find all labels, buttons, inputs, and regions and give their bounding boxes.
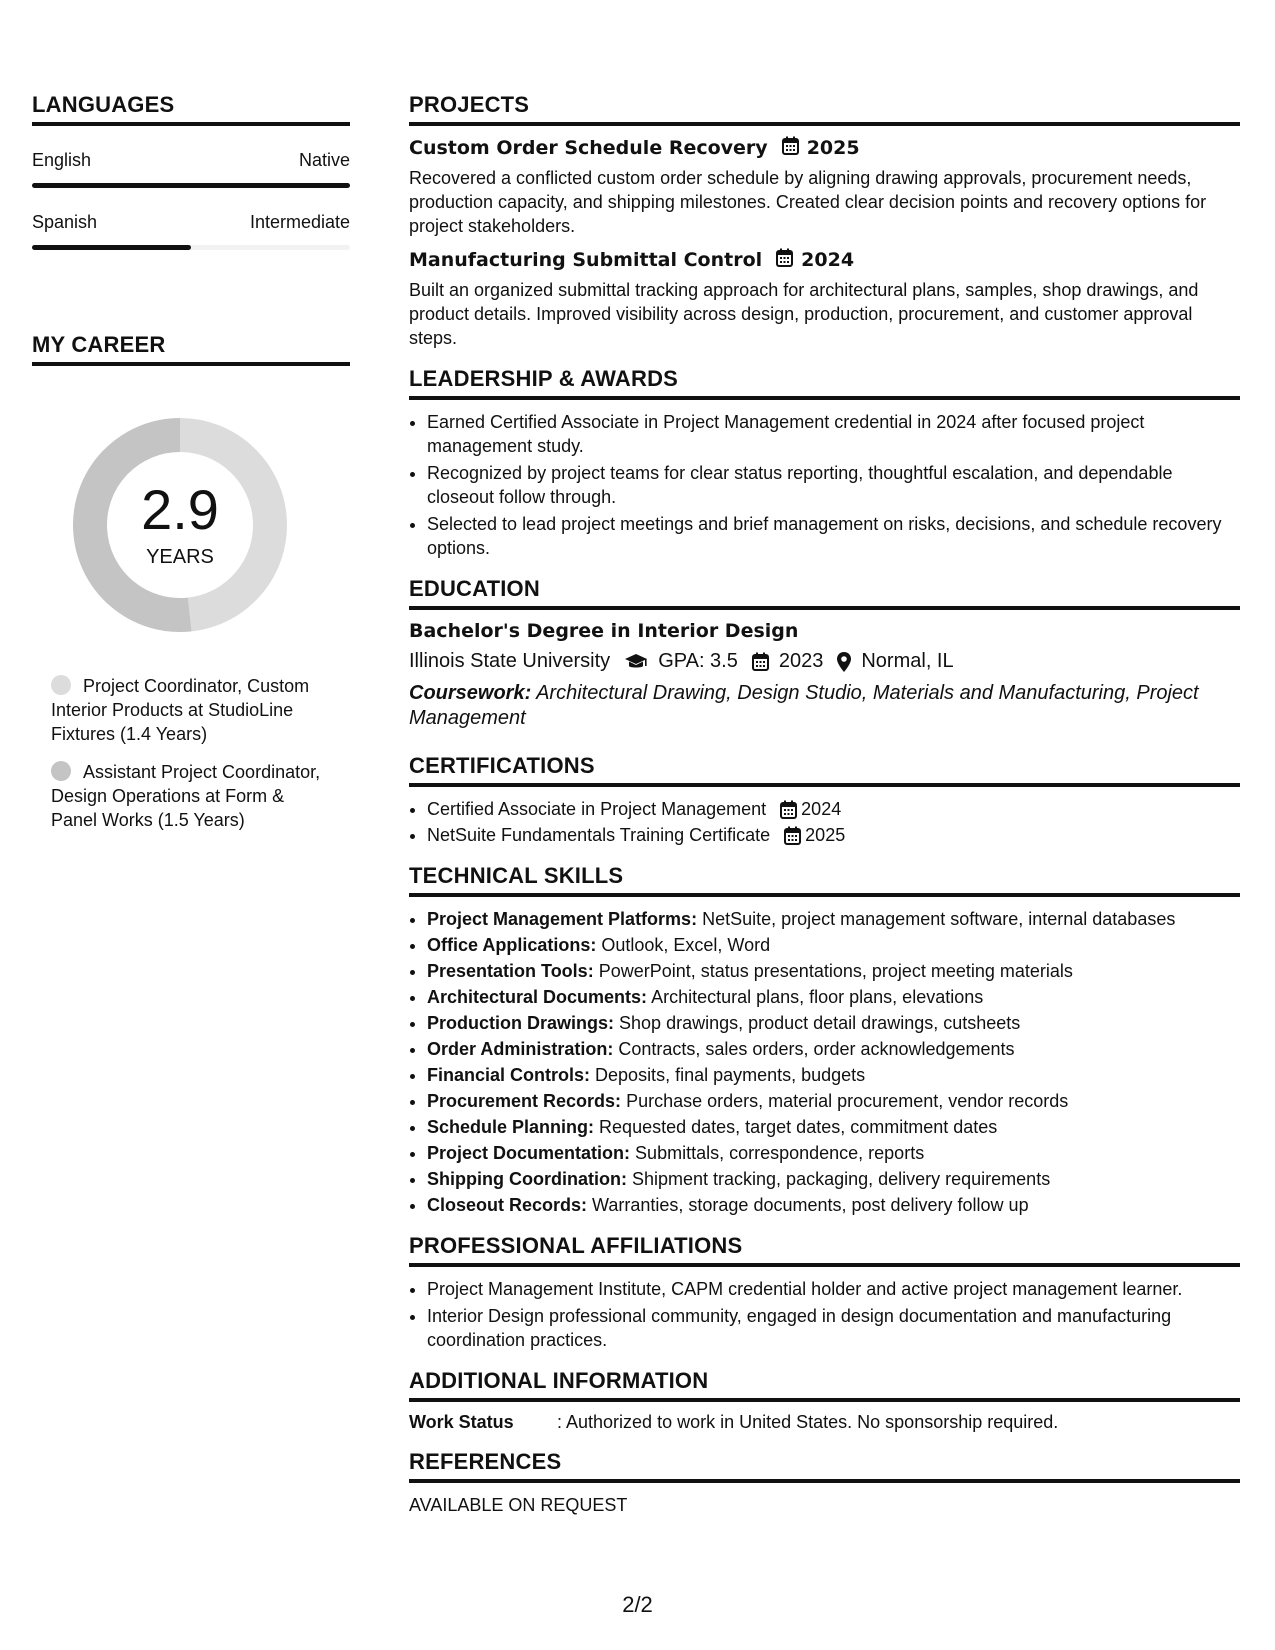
gpa: GPA: 3.5 — [658, 650, 738, 672]
skill-label: Shipping Coordination: — [427, 1169, 627, 1189]
left-column — [32, 92, 350, 846]
career-role-item — [51, 674, 321, 746]
map-pin-icon — [837, 652, 851, 672]
career-total-value: 2.9 — [141, 478, 219, 541]
references-text: AVAILABLE ON REQUEST — [409, 1495, 628, 1515]
references-title: REFERENCES — [409, 1449, 1240, 1483]
projects-title: PROJECTS — [409, 92, 1240, 126]
coursework-label: Coursework: — [409, 682, 532, 704]
career-total-unit: YEARS — [146, 546, 214, 568]
skills-section — [409, 863, 1240, 1217]
education-meta — [409, 650, 1240, 673]
certification-item — [427, 823, 1240, 847]
leadership-item: • Selected to lead project meetings and brief management on risks, decisions, and schedule recovery options. — [427, 512, 1240, 560]
language-row — [32, 212, 350, 233]
certifications-list — [409, 797, 1240, 847]
career-role-text: Project Coordinator, Custom Interior Products at StudioLine Fixtures (1.4 Years) — [51, 676, 310, 744]
leadership-list — [409, 410, 1240, 560]
coursework — [409, 681, 1240, 731]
affiliations-section — [409, 1233, 1240, 1352]
work-status-label: Work Status — [409, 1412, 514, 1432]
skill-item — [427, 985, 1240, 1009]
project-description: Recovered a conflicted custom order schedule by aligning drawing approvals, procurement needs, production capacity, and shipping milestones. Created clear decision points and recovery options for project stakeholders. — [409, 168, 1207, 236]
certification-row — [427, 823, 845, 847]
leadership-item: • Recognized by project teams for clear status reporting, thoughtful escalation, and dependable closeout follow through. — [427, 461, 1240, 509]
skill-item — [427, 1037, 1240, 1061]
calendar-icon — [752, 652, 769, 671]
project-name: Manufacturing Submittal Control — [409, 249, 763, 271]
career-section — [32, 332, 350, 832]
education-title: EDUCATION — [409, 576, 1240, 610]
leadership-title: LEADERSHIP & AWARDS — [409, 366, 1240, 400]
school-name: Illinois State University — [409, 650, 611, 672]
affiliations-list — [409, 1277, 1240, 1352]
degree-name: Bachelor's Degree in Interior Design — [409, 620, 799, 642]
project-title-row — [409, 136, 1240, 160]
skill-value: Submittals, correspondence, reports — [635, 1143, 925, 1163]
certification-row — [427, 797, 841, 821]
skill-item — [427, 1063, 1240, 1087]
certification-name: • Certified Associate in Project Management — [427, 799, 767, 819]
page-number: 2/2 — [622, 1592, 653, 1617]
skill-label: Production Drawings: — [427, 1013, 615, 1033]
skill-item — [427, 1011, 1240, 1035]
career-role-text: Assistant Project Coordinator, Design Operations at Form & Panel Works (1.5 Years) — [51, 762, 321, 830]
skills-title: TECHNICAL SKILLS — [409, 863, 1240, 897]
calendar-icon — [780, 800, 797, 819]
skill-value: Architectural plans, floor plans, elevations — [651, 987, 984, 1007]
skill-value: Outlook, Excel, Word — [601, 935, 771, 955]
project-title-row — [409, 248, 1240, 272]
skill-item — [427, 933, 1240, 957]
skill-label: Closeout Records: — [427, 1195, 588, 1215]
skill-label: Project Documentation: — [427, 1143, 631, 1163]
certification-item — [427, 797, 1240, 821]
skill-item — [427, 1089, 1240, 1113]
skill-value: Shipment tracking, packaging, delivery requirements — [631, 1169, 1051, 1189]
skill-item — [427, 1193, 1240, 1217]
skill-value: Deposits, final payments, budgets — [595, 1065, 866, 1085]
language-row — [32, 150, 350, 171]
career-donut-chart — [65, 410, 295, 640]
skill-value: Contracts, sales orders, order acknowledgements — [618, 1039, 1015, 1059]
skill-value: PowerPoint, status presentations, project meeting materials — [598, 961, 1073, 981]
skill-label: Order Administration: — [427, 1039, 614, 1059]
language-level: Native — [298, 150, 350, 170]
skill-value: NetSuite, project management software, internal databases — [702, 909, 1176, 929]
affiliations-title: PROFESSIONAL AFFILIATIONS — [409, 1233, 1240, 1267]
certification-year: 2025 — [805, 825, 846, 845]
project-year: 2025 — [806, 137, 860, 159]
leadership-section — [409, 366, 1240, 560]
skill-value: Requested dates, target dates, commitment dates — [599, 1117, 998, 1137]
language-proficiency-bar — [32, 245, 350, 250]
education-section — [409, 576, 1240, 731]
career-role-item — [51, 760, 321, 832]
skill-label: Procurement Records: — [427, 1091, 622, 1111]
career-title: MY CAREER — [32, 332, 350, 366]
project-year: 2024 — [801, 249, 855, 271]
language-name: Spanish — [32, 212, 98, 232]
references-section — [409, 1449, 1240, 1516]
additional-section — [409, 1368, 1240, 1433]
projects-section — [409, 92, 1240, 350]
skill-label: Office Applications: — [427, 935, 597, 955]
skill-label: Project Management Platforms: — [427, 909, 698, 929]
graduation-year: 2023 — [778, 650, 824, 672]
language-level: Intermediate — [249, 212, 350, 232]
language-proficiency-fill — [32, 245, 191, 250]
languages-list — [32, 150, 350, 250]
skills-list — [409, 907, 1240, 1217]
certifications-section — [409, 753, 1240, 847]
leadership-item: • Earned Certified Associate in Project Management credential in 2024 after focused project management study. — [427, 410, 1240, 458]
calendar-icon — [776, 248, 793, 272]
skill-item — [427, 907, 1240, 931]
project-description: Built an organized submittal tracking approach for architectural plans, samples, shop drawings, and product details. Improved visibility across design, production, procurement, and customer approval steps. — [409, 280, 1199, 348]
calendar-icon — [784, 826, 801, 845]
graduation-cap-icon — [624, 653, 648, 671]
legend-dot — [51, 761, 71, 781]
skill-label: Architectural Documents: — [427, 987, 648, 1007]
certifications-title: CERTIFICATIONS — [409, 753, 1240, 787]
language-proficiency-bar — [32, 183, 350, 188]
project-name: Custom Order Schedule Recovery — [409, 137, 768, 159]
skill-item — [427, 1141, 1240, 1165]
projects-list — [409, 136, 1240, 350]
affiliation-item: • Project Management Institute, CAPM credential holder and active project management learner. — [427, 1277, 1240, 1301]
languages-section — [32, 92, 350, 250]
skill-value: Shop drawings, product detail drawings, cutsheets — [619, 1013, 1021, 1033]
work-status-row — [409, 1412, 1240, 1433]
skill-label: Presentation Tools: — [427, 961, 594, 981]
legend-dot — [51, 675, 71, 695]
certification-name: • NetSuite Fundamentals Training Certificate — [427, 825, 771, 845]
calendar-icon — [782, 136, 799, 160]
skill-value: Warranties, storage documents, post delivery follow up — [592, 1195, 1029, 1215]
skill-item — [427, 1115, 1240, 1139]
coursework-list: Architectural Drawing, Design Studio, Materials and Manufacturing, Project Management — [409, 682, 1199, 729]
school-location: Normal, IL — [861, 650, 954, 672]
additional-title: ADDITIONAL INFORMATION — [409, 1368, 1240, 1402]
skill-item — [427, 959, 1240, 983]
language-name: English — [32, 150, 92, 170]
career-roles-list — [32, 674, 350, 832]
skill-value: Purchase orders, material procurement, vendor records — [626, 1091, 1069, 1111]
language-proficiency-fill — [32, 183, 350, 188]
skill-item — [427, 1167, 1240, 1191]
work-status-value: : Authorized to work in United States. No sponsorship required. — [557, 1412, 1059, 1432]
skill-label: Financial Controls: — [427, 1065, 591, 1085]
languages-title: LANGUAGES — [32, 92, 350, 126]
affiliation-item: • Interior Design professional community, engaged in design documentation and manufacturing coordination practices. — [427, 1304, 1240, 1352]
right-column — [409, 92, 1240, 1532]
certification-year: 2024 — [801, 799, 842, 819]
skill-label: Schedule Planning: — [427, 1117, 595, 1137]
